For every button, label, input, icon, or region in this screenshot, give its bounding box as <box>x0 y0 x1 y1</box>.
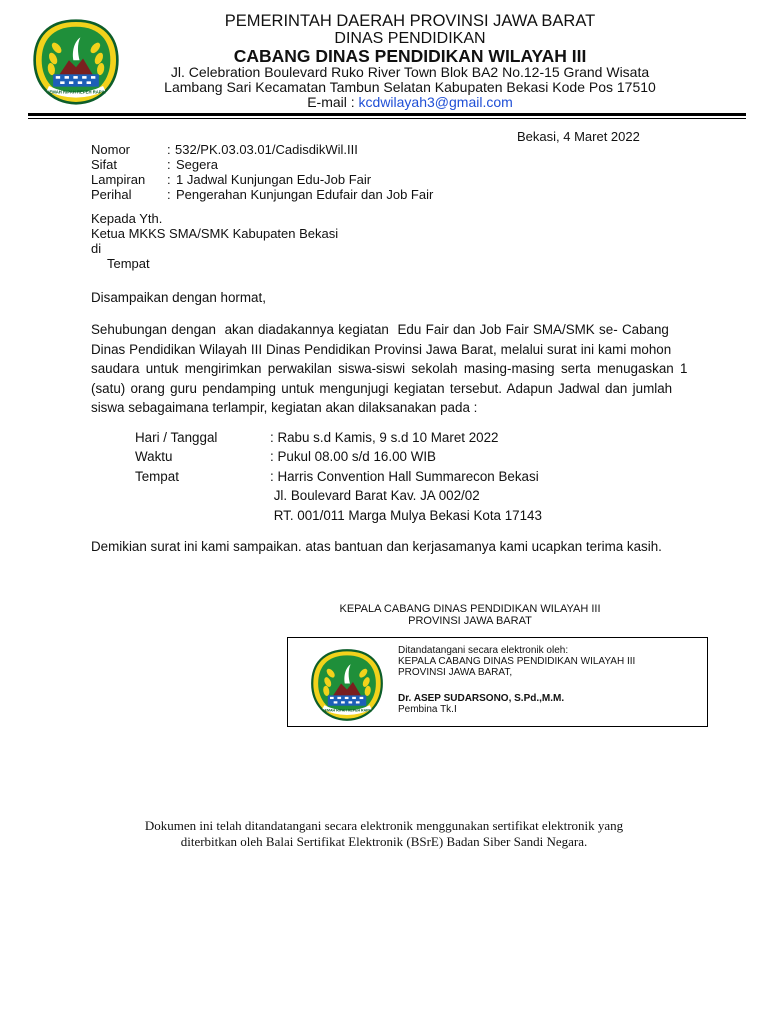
recipient-salutation: Kepada Yth. <box>91 211 163 226</box>
letterhead-divider-thick <box>28 113 746 116</box>
emblem-motto: GEMAH RIPAH REPEH RAPIH <box>321 708 373 713</box>
detail-label-place: Tempat <box>135 469 179 484</box>
letterhead-address-line2: Lambang Sari Kecamatan Tambun Selatan Kabupaten Bekasi Kode Pos 17510 <box>164 79 656 95</box>
detail-value-time: : Pukul 08.00 s/d 16.00 WIB <box>270 449 436 464</box>
letterhead-address-line1: Jl. Celebration Boulevard Ruko River Town Blok BA2 No.12-15 Grand Wisata <box>170 64 650 80</box>
body-line-text: (satu) orang guru pendamping untuk mengunjugi kegiatan tersebut. Adapun Jadwal dan jumlah <box>91 380 673 396</box>
signer-position-line2: PROVINSI JAWA BARAT, <box>398 667 513 678</box>
body-line <box>91 359 703 379</box>
recipient-di: di <box>91 241 102 256</box>
detail-value-address1: Jl. Boulevard Barat Kav. JA 002/02 <box>270 488 480 503</box>
meta-colon: : <box>167 187 171 202</box>
signatory-title-line2: PROVINSI JAWA BARAT <box>408 615 532 627</box>
meta-colon: : <box>167 142 171 157</box>
signer-rank: Pembina Tk.I <box>398 704 457 715</box>
recipient-name: Ketua MKKS SMA/SMK Kabupaten Bekasi <box>91 226 339 241</box>
body-line-text: Sehubungan dengan akan diadakannya kegiatan Edu Fair dan Job Fair SMA/SMK se- Cabang <box>91 322 669 337</box>
detail-value-place: : Harris Convention Hall Summarecon Bekasi <box>270 469 539 484</box>
meta-label-nomor: Nomor <box>91 142 131 157</box>
meta-value-nomor: 532/PK.03.03.01/CadisdikWil.III <box>175 142 358 157</box>
letterhead-divider-thin <box>28 118 746 119</box>
detail-label-time: Waktu <box>135 449 173 464</box>
body-line-text: saudara untuk mengirimkan perwakilan siswa-siswi sekolah masing-masing serta menugaskan 1 <box>91 361 688 377</box>
email-label: E-mail : <box>307 94 359 110</box>
meta-label-perihal: Perihal <box>91 187 132 202</box>
signer-name: Dr. ASEP SUDARSONO, S.Pd.,M.M. <box>398 693 565 704</box>
place-date: Bekasi, 4 Maret 2022 <box>517 129 640 144</box>
meta-label-sifat: Sifat <box>91 157 118 172</box>
letterhead-department: DINAS PENDIDIKAN <box>334 30 486 47</box>
body-line <box>91 320 703 340</box>
emblem-motto: GEMAH RIPAH REPEH RAPIH <box>46 89 106 95</box>
recipient-place: Tempat <box>107 256 150 271</box>
email-link[interactable]: kcdwilayah3@gmail.com <box>358 94 513 110</box>
signed-by-label: Ditandatangani secara elektronik oleh: <box>398 645 569 656</box>
signer-position-line1: KEPALA CABANG DINAS PENDIDIKAN WILAYAH III <box>398 656 636 667</box>
meta-value-sifat: Segera <box>176 157 218 172</box>
body-line <box>91 340 703 360</box>
letterhead-branch: CABANG DINAS PENDIDIKAN WILAYAH III <box>233 46 587 66</box>
body-line-text: Dinas Pendidikan Wilayah III Dinas Pendidikan Provinsi Jawa Barat, melalui surat ini kami mohon <box>91 341 672 357</box>
detail-value-date: : Rabu s.d Kamis, 9 s.d 10 Maret 2022 <box>270 430 499 445</box>
west-java-emblem-logo <box>32 18 120 106</box>
e-signature-notice-line2: diterbitkan oleh Balai Sertifikat Elektronik (BSrE) Badan Siber Sandi Negara. <box>180 834 588 849</box>
closing-sentence: Demikian surat ini kami sampaikan. atas bantuan dan kerjasamanya kami ucapkan terima kasih. <box>91 539 662 554</box>
body-paragraph <box>91 320 703 418</box>
detail-label-date: Hari / Tanggal <box>135 430 218 445</box>
signatory-title-line1: KEPALA CABANG DINAS PENDIDIKAN WILAYAH III <box>339 603 601 615</box>
meta-value-lampiran: 1 Jadwal Kunjungan Edu-Job Fair <box>176 172 372 187</box>
letterhead-government: PEMERINTAH DAERAH PROVINSI JAWA BARAT <box>224 12 596 30</box>
body-line <box>91 398 703 418</box>
meta-value-perihal: Pengerahan Kunjungan Edufair dan Job Fair <box>176 187 434 202</box>
body-line <box>91 379 703 399</box>
west-java-emblem-logo <box>310 648 384 722</box>
meta-colon: : <box>167 157 171 172</box>
detail-value-address2: RT. 001/011 Marga Mulya Bekasi Kota 17143 <box>270 508 542 523</box>
greeting: Disampaikan dengan hormat, <box>91 290 266 305</box>
meta-colon: : <box>167 172 171 187</box>
e-signature-notice-line1: Dokumen ini telah ditandatangani secara elektronik menggunakan sertifikat elektronik yang <box>144 818 624 833</box>
body-line-text: siswa sebagaimana terlampir, kegiatan akan dilaksanakan pada : <box>91 400 478 416</box>
e-signature-box <box>287 637 708 727</box>
letterhead-email <box>140 94 680 110</box>
meta-label-lampiran: Lampiran <box>91 172 146 187</box>
